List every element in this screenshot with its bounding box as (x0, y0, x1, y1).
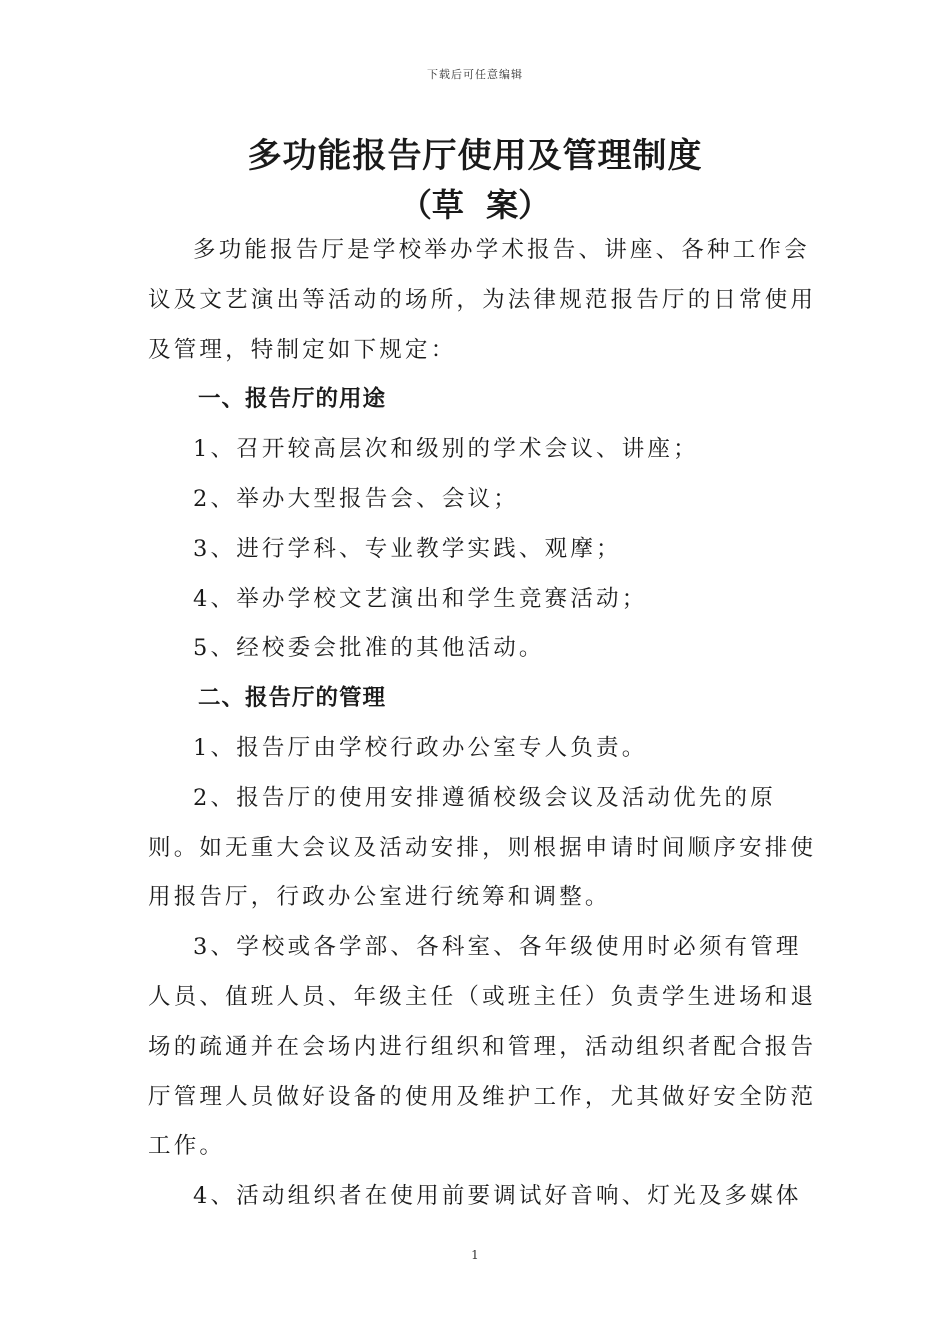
list-item: 3、学校或各学部、各科室、各年级使用时必须有管理人员、值班人员、年级主任（或班主任）负责学生进场和退场的疏通并在会场内进行组织和管理，活动组织者配合报告厅管理人员做好设备的使用及维护工作，尤其做好安全防范工作。 (148, 934, 817, 1160)
section-heading-management: 二、报告厅的管理 (198, 685, 387, 712)
list-item: 2、报告厅的使用安排遵循校级会议及活动优先的原则。如无重大会议及活动安排，则根据申请时间顺序安排使用报告厅，行政办公室进行统筹和调整。 (148, 784, 817, 911)
header-note: 下载后可任意编辑 (427, 68, 523, 81)
list-item: 1、报告厅由学校行政办公室专人负责。 (193, 734, 648, 761)
section-heading-usage: 一、报告厅的用途 (198, 386, 387, 413)
list-item: 4、活动组织者在使用前要调试好音响、灯光及多媒体 (193, 1183, 802, 1210)
list-item: 4、举办学校文艺演出和学生竞赛活动； (193, 585, 648, 612)
document-subtitle: （草 案） (399, 186, 551, 224)
document-body (148, 226, 820, 1222)
list-item: 5、经校委会批准的其他活动。 (193, 635, 545, 662)
list-item: 2、举办大型报告会、会议； (193, 485, 519, 512)
list-item: 3、进行学科、专业教学实践、观摩； (193, 535, 622, 562)
page-number: 1 (471, 1248, 479, 1262)
list-item: 1、召开较高层次和级别的学术会议、讲座； (193, 436, 699, 463)
document-title: 多功能报告厅使用及管理制度 (247, 136, 703, 176)
intro-paragraph: 多功能报告厅是学校举办学术报告、讲座、各种工作会议及文艺演出等活动的场所，为法律规范报告厅的日常使用及管理，特制定如下规定： (148, 237, 817, 363)
